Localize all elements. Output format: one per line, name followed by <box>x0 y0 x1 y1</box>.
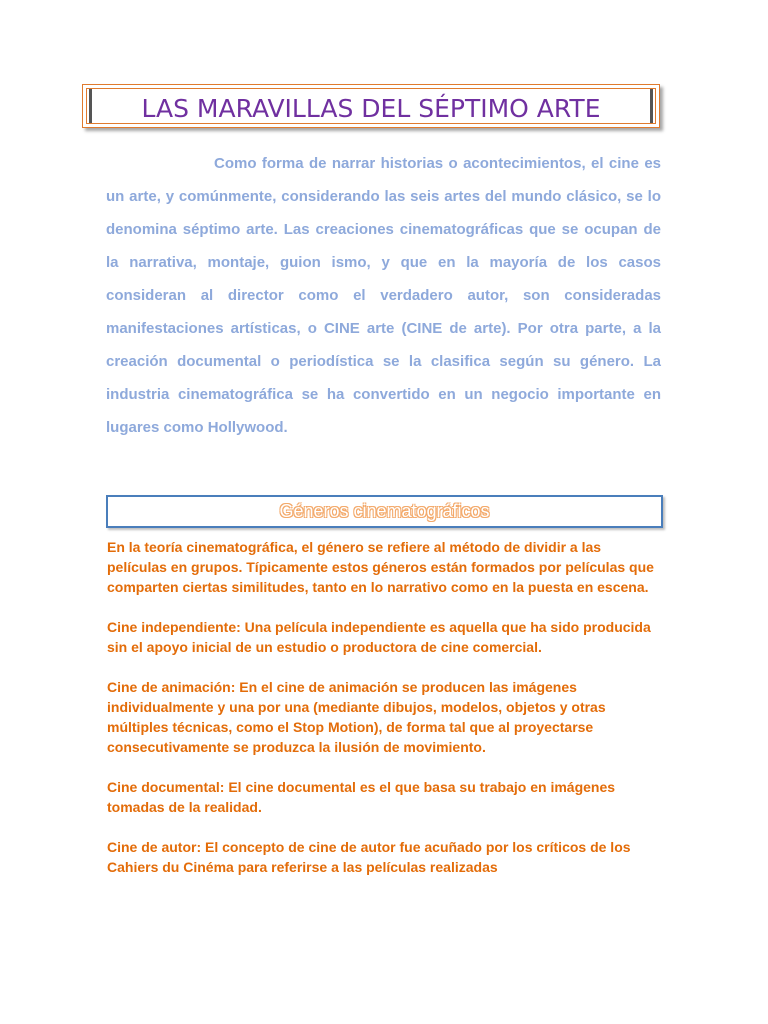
genres-body <box>107 537 662 897</box>
paragraph-genre-theory: En la teoría cinematográfica, el género se refiere al método de dividir a las películas en grupos. Típicamente estos géneros están formados por películas que comparten ciertas similitudes, tanto en lo narrativo como en la puesta en escena. <box>107 539 654 595</box>
title-box <box>82 84 660 128</box>
intro-paragraph: Como forma de narrar historias o acontecimientos, el cine es un arte, y comúnmente, considerando las seis artes del mundo clásico, se lo denomina séptimo arte. Las creaciones cinematográficas que se ocupan de la narrativa, montaje, guion ismo, y que en la mayoría de los casos consideran al director como el verdadero autor, son consideradas manifestaciones artísticas, o CINE arte (CINE de arte). Por otra parte, a la creación documental o periodística se la clasifica según su género. La industria cinematográfica se ha convertido en un negocio importante en lugares como Hollywood. <box>106 155 661 436</box>
genres-heading: Géneros cinematográficos <box>279 501 490 521</box>
genres-heading-box <box>106 495 663 528</box>
paragraph-auteur: Cine de autor: El concepto de cine de autor fue acuñado por los críticos de los Cahiers du Cinéma para referirse a las películas realizadas <box>107 839 631 875</box>
paragraph-documentary: Cine documental: El cine documental es el que basa su trabajo en imágenes tomadas de la realidad. <box>107 779 616 815</box>
paragraph-animation: Cine de animación: En el cine de animación se producen las imágenes individualmente y una por una (mediante dibujos, modelos, objetos y otras múltiples técnicas, como el Stop Motion), de forma tal que al proyectarse consecutivamente se produzca la ilusión de movimiento. <box>107 679 606 755</box>
document-title: LAS MARAVILLAS DEL SÉPTIMO ARTE <box>141 94 601 123</box>
paragraph-independent: Cine independiente: Una película independiente es aquella que ha sido producida sin el apoyo inicial de un estudio o productora de cine comercial. <box>107 619 651 655</box>
